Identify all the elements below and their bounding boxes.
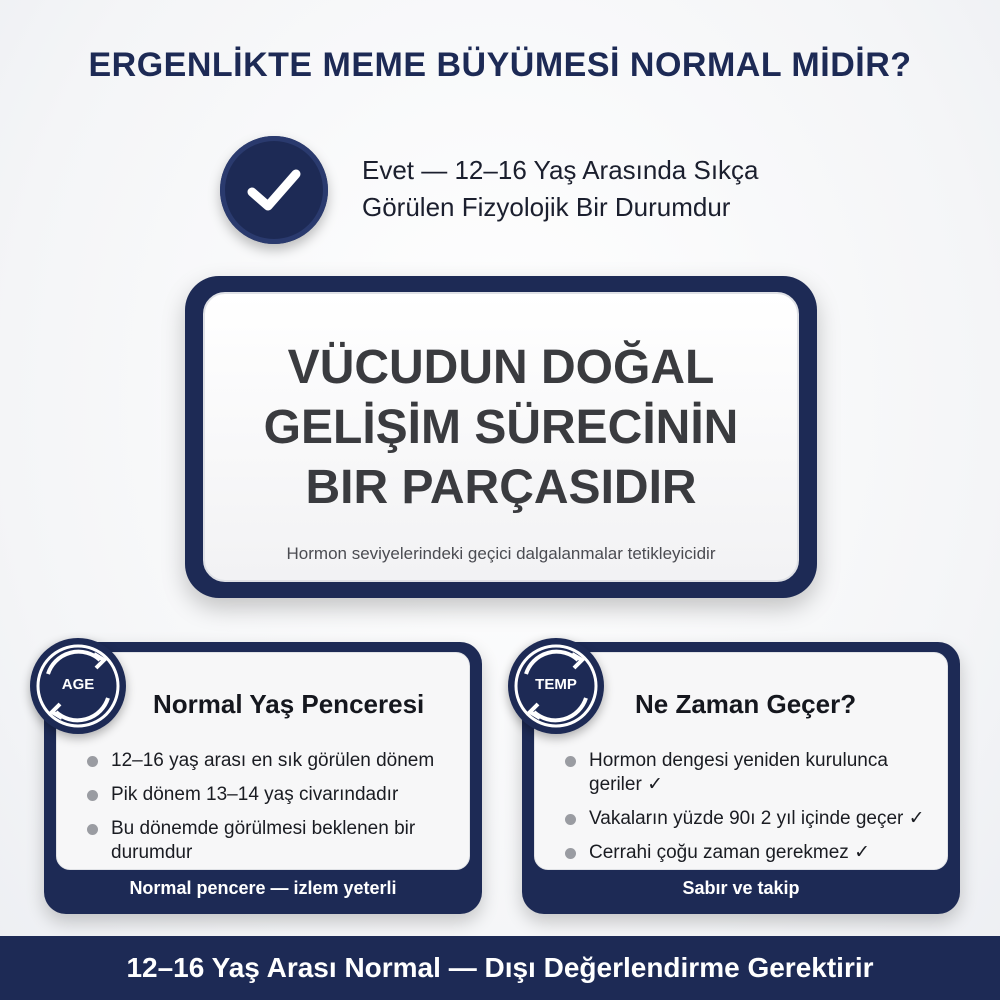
list-item bbox=[563, 807, 931, 831]
answer-line-2: Görülen Fizyolojik Bir Durumdur bbox=[362, 192, 731, 222]
card-list bbox=[563, 749, 931, 875]
bullet-icon bbox=[565, 814, 576, 825]
card-footer: Sabır ve takip bbox=[682, 878, 800, 898]
hero-inner bbox=[203, 292, 799, 582]
bottom-banner-text: 12–16 Yaş Arası Normal — Dışı Değerlendirme Gerektirir bbox=[126, 952, 874, 983]
list-item-text: Cerrahi çoğu zaman gerekmez ✓ bbox=[589, 842, 870, 863]
hero-headline: VÜCUDUN DOĞAL GELİŞİM SÜRECİNİN BIR PARÇASIDIR bbox=[263, 341, 739, 514]
bullet-icon bbox=[87, 756, 98, 767]
hero-panel bbox=[185, 276, 817, 598]
bullet-icon bbox=[87, 824, 98, 835]
badge-label: AGE bbox=[61, 676, 95, 693]
bottom-banner bbox=[0, 936, 1000, 1000]
list-item-text: Vakaların yüzde 90ı 2 yıl içinde geçer ✓ bbox=[589, 808, 925, 829]
answer-text bbox=[362, 152, 822, 226]
cycle-arrows-icon bbox=[508, 638, 604, 734]
list-item-text: Hormon dengesi yeniden kurulunca geriler ✓ bbox=[589, 750, 888, 795]
answer-line-1: Evet — 12–16 Yaş Arasında Sıkça bbox=[362, 155, 759, 185]
card-footer: Normal pencere — izlem yeterli bbox=[129, 878, 397, 898]
card-list bbox=[85, 749, 453, 875]
badge-label: TEMP bbox=[535, 676, 577, 693]
card-title: Normal Yaş Penceresi bbox=[153, 689, 425, 719]
card-when-resolves bbox=[522, 642, 960, 914]
hero-note: Hormon seviyelerindeki geçici dalgalanmalar tetikleyicidir bbox=[286, 544, 716, 563]
page-title: ERGENLİKTE MEME BÜYÜMESİ NORMAL MİDİR? bbox=[88, 46, 912, 84]
bullet-icon bbox=[87, 790, 98, 801]
bullet-icon bbox=[565, 848, 576, 859]
list-item bbox=[85, 749, 453, 773]
list-item bbox=[563, 749, 931, 797]
card-title: Ne Zaman Geçer? bbox=[635, 689, 857, 719]
checkmark-icon bbox=[220, 136, 328, 244]
list-item-text: Pik dönem 13–14 yaş civarındadır bbox=[111, 784, 399, 805]
list-item bbox=[563, 841, 931, 865]
list-item-text: Bu dönemde görülmesi beklenen bir durumdur bbox=[111, 818, 416, 863]
card-normal-age-window bbox=[44, 642, 482, 914]
list-item bbox=[85, 783, 453, 807]
bullet-icon bbox=[565, 756, 576, 767]
list-item-text: 12–16 yaş arası en sık görülen dönem bbox=[111, 750, 435, 771]
list-item bbox=[85, 817, 453, 865]
cycle-arrows-icon bbox=[30, 638, 126, 734]
